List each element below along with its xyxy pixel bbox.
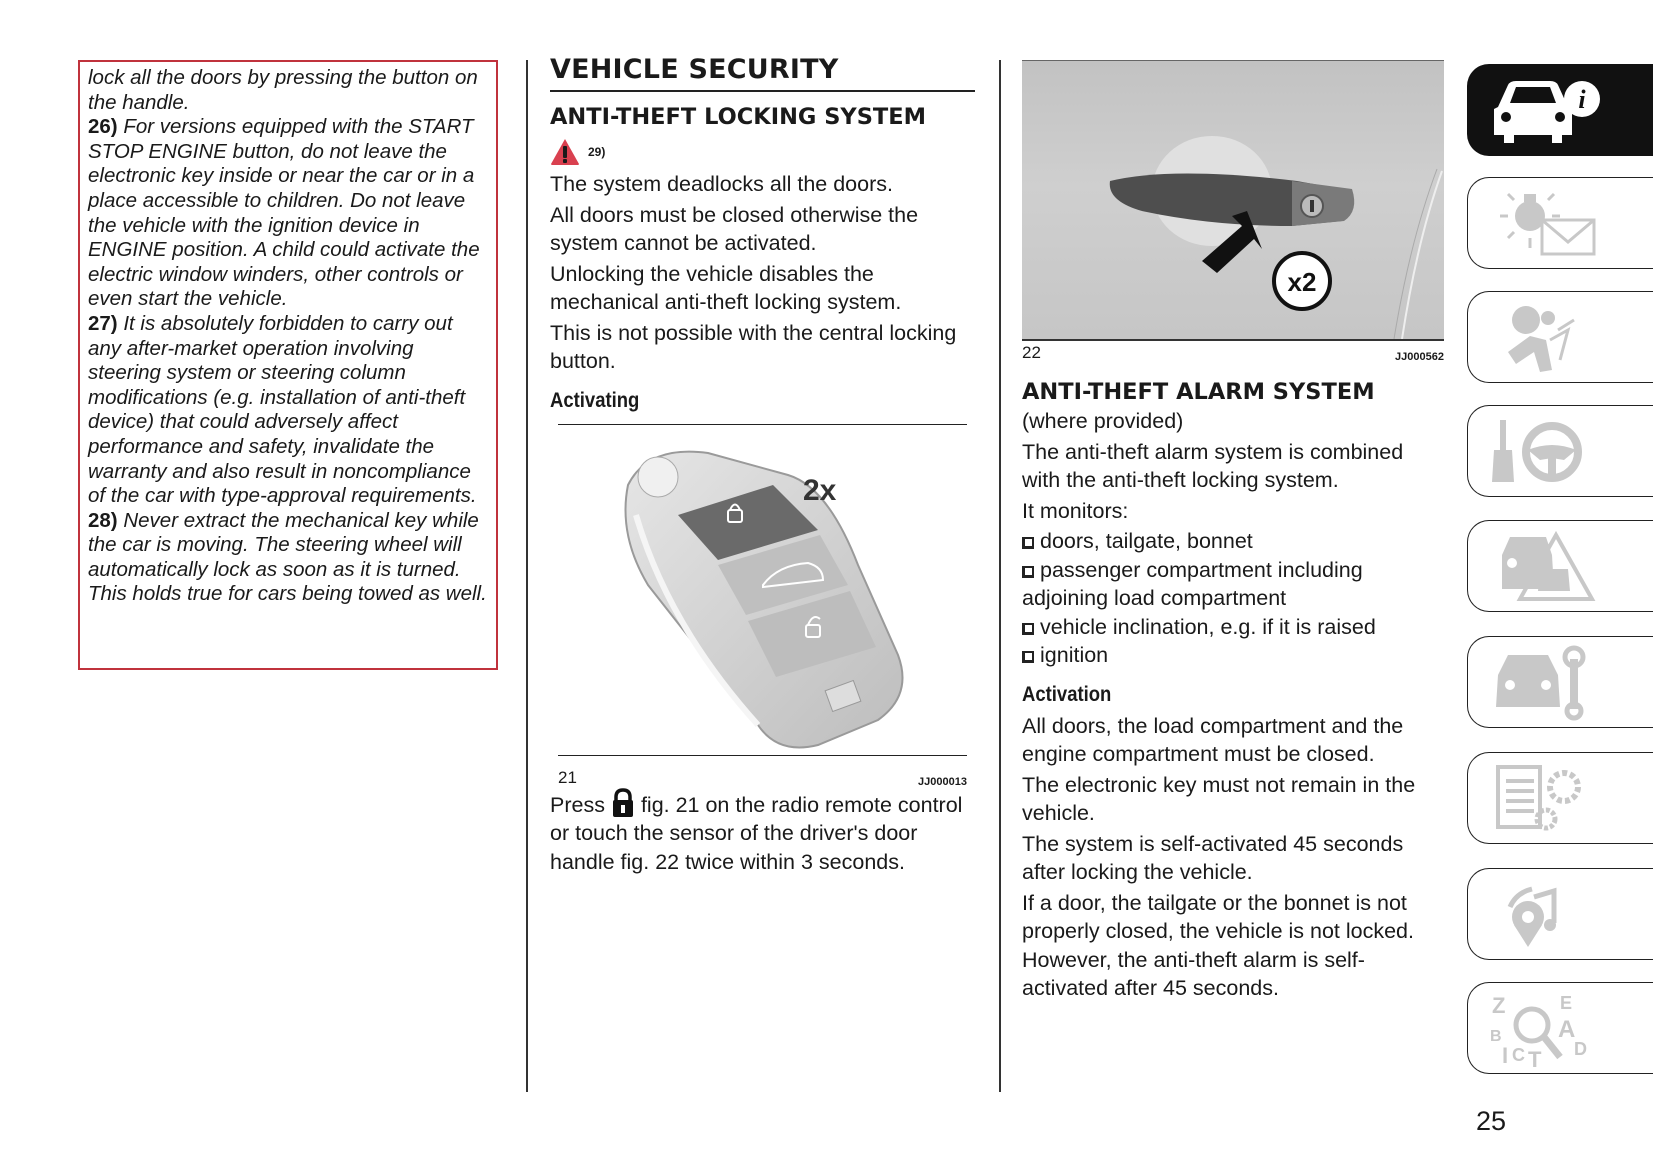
key-steering-wheel-icon [1490, 414, 1600, 490]
figure-21-caption [558, 768, 967, 788]
column-divider [999, 60, 1001, 1092]
tab-index[interactable] [1467, 982, 1653, 1074]
column-divider [526, 60, 528, 1092]
svg-text:i: i [1578, 85, 1586, 114]
alarm-heading: ANTI-THEFT ALARM SYSTEM [1022, 379, 1375, 405]
document-gears-icon [1490, 761, 1600, 837]
car-wrench-icon [1490, 645, 1600, 721]
warning-item-27: 27) It is absolutely forbidden to carry out any after-market operation involving steering system or steering column modifications (e.g. installation of anti-theft device) that could adversely affect performance and safety, invalidate the warranty and also result in noncompliance of the car with type-approval requirements. [88, 311, 477, 508]
svg-text:2x: 2x [803, 473, 837, 507]
alarm-intro: The anti-theft alarm system is combined with the anti-theft locking system. [1022, 439, 1404, 492]
tab-emergency[interactable] [1467, 520, 1653, 612]
activation-paragraph: The electronic key must not remain in the vehicle. [1022, 772, 1416, 825]
alphabetical-search-icon [1490, 991, 1600, 1067]
lock-icon [611, 788, 635, 818]
warnings-text [88, 66, 488, 607]
tab-car-info[interactable] [1467, 64, 1653, 156]
figure-21-key-fob [558, 425, 967, 755]
monitor-item: passenger compartment including adjoining load compartment [1022, 557, 1363, 610]
key-fob-illustration [558, 425, 968, 755]
activation-paragraph: If a door, the tailgate or the bonnet is not properly closed, the vehicle is not locked. However, the anti-theft alarm is self-activated after 45 seconds. [1022, 890, 1414, 1000]
activation-paragraph: The system is self-activated 45 seconds after locking the vehicle. [1022, 831, 1404, 884]
figure-number: 21 [558, 767, 577, 787]
locking-paragraph: This is not possible with the central locking button. [550, 320, 957, 373]
monitor-item: doors, tailgate, bonnet [1022, 527, 1444, 556]
figure-number: 22 [1022, 343, 1041, 362]
monitor-item: vehicle inclination, e.g. if it is raised [1022, 613, 1444, 642]
activation-heading: Activation [1022, 682, 1112, 706]
warning-continuation: lock all the doors by pressing the button on the handle. [88, 66, 478, 114]
warning-item-28: 28) Never extract the mechanical key while the car is moving. The steering wheel will automatically lock as soon as it is turned. This holds true for cars being towed as well. [88, 508, 487, 606]
activation-paragraph: All doors, the load compartment and the engine compartment must be closed. [1022, 713, 1404, 766]
door-handle-illustration [1022, 61, 1444, 339]
locking-heading: ANTI-THEFT LOCKING SYSTEM [550, 104, 927, 130]
checkbox-bullet-icon [1022, 651, 1034, 663]
figure-code: JJ000013 [918, 775, 967, 788]
svg-text:E: E [1560, 993, 1573, 1013]
svg-text:Z: Z [1492, 993, 1506, 1018]
warning-triangle-icon [550, 138, 580, 166]
tab-maintenance[interactable] [1467, 636, 1653, 728]
activating-heading: Activating [550, 388, 640, 412]
figure-bottom-rule [558, 755, 967, 756]
svg-text:B: B [1490, 1028, 1502, 1045]
svg-text:C: C [1512, 1045, 1525, 1065]
checkbox-bullet-icon [1022, 623, 1034, 635]
alarm-column [1022, 60, 1444, 1003]
figure-22-caption [1022, 343, 1444, 363]
breakdown-warning-icon [1490, 529, 1600, 605]
page-number: 25 [1476, 1106, 1507, 1136]
warning-ref-number: 29) [588, 145, 606, 159]
warning-light-message-icon [1490, 186, 1600, 262]
tab-multimedia[interactable] [1467, 868, 1653, 960]
warning-item-26: 26) For versions equipped with the START STOP ENGINE button, do not leave the electronic key inside or near the car or in a place accessible to children. Do not leave the vehicle with the ignition device in ENGINE position. A child could activate the electric window winders, other controls or even start the vehicle. [88, 115, 480, 311]
figure-code: JJ000562 [1395, 351, 1444, 363]
tab-safety-airbag[interactable] [1467, 291, 1653, 383]
tab-starting-driving[interactable] [1467, 405, 1653, 497]
tab-technical-data[interactable] [1467, 752, 1653, 844]
section-title: VEHICLE SECURITY [550, 52, 975, 92]
svg-text:D: D [1574, 1039, 1587, 1059]
checkbox-bullet-icon [1022, 537, 1034, 549]
svg-text:I: I [1502, 1043, 1509, 1067]
tab-dashboard-lights-messages[interactable] [1467, 177, 1653, 269]
monitors-label: It monitors: [1022, 498, 1129, 523]
svg-text:T: T [1528, 1047, 1542, 1067]
warning-reference[interactable] [550, 136, 975, 168]
warnings-box [78, 60, 498, 670]
vehicle-security-column [550, 52, 975, 876]
music-location-icon [1490, 877, 1600, 953]
figure-22-door-handle [1022, 60, 1444, 341]
locking-paragraph: The system deadlocks all the doors. [550, 172, 893, 196]
locking-paragraph: All doors must be closed otherwise the system cannot be activated. [550, 202, 919, 255]
svg-text:A: A [1558, 1016, 1576, 1043]
car-info-icon [1490, 73, 1600, 149]
monitor-item: ignition [1022, 641, 1444, 670]
seat-airbag-icon [1490, 300, 1600, 376]
locking-paragraph: Unlocking the vehicle disables the mechanical anti-theft locking system. [550, 261, 902, 314]
activating-instruction: Press fig. 21 on the radio remote control or touch the sensor of the driver's door handle fig. 22 twice within 3 seconds. [550, 788, 975, 877]
checkbox-bullet-icon [1022, 566, 1034, 578]
svg-text:x2: x2 [1287, 267, 1317, 297]
where-provided: (where provided) [1022, 409, 1184, 433]
